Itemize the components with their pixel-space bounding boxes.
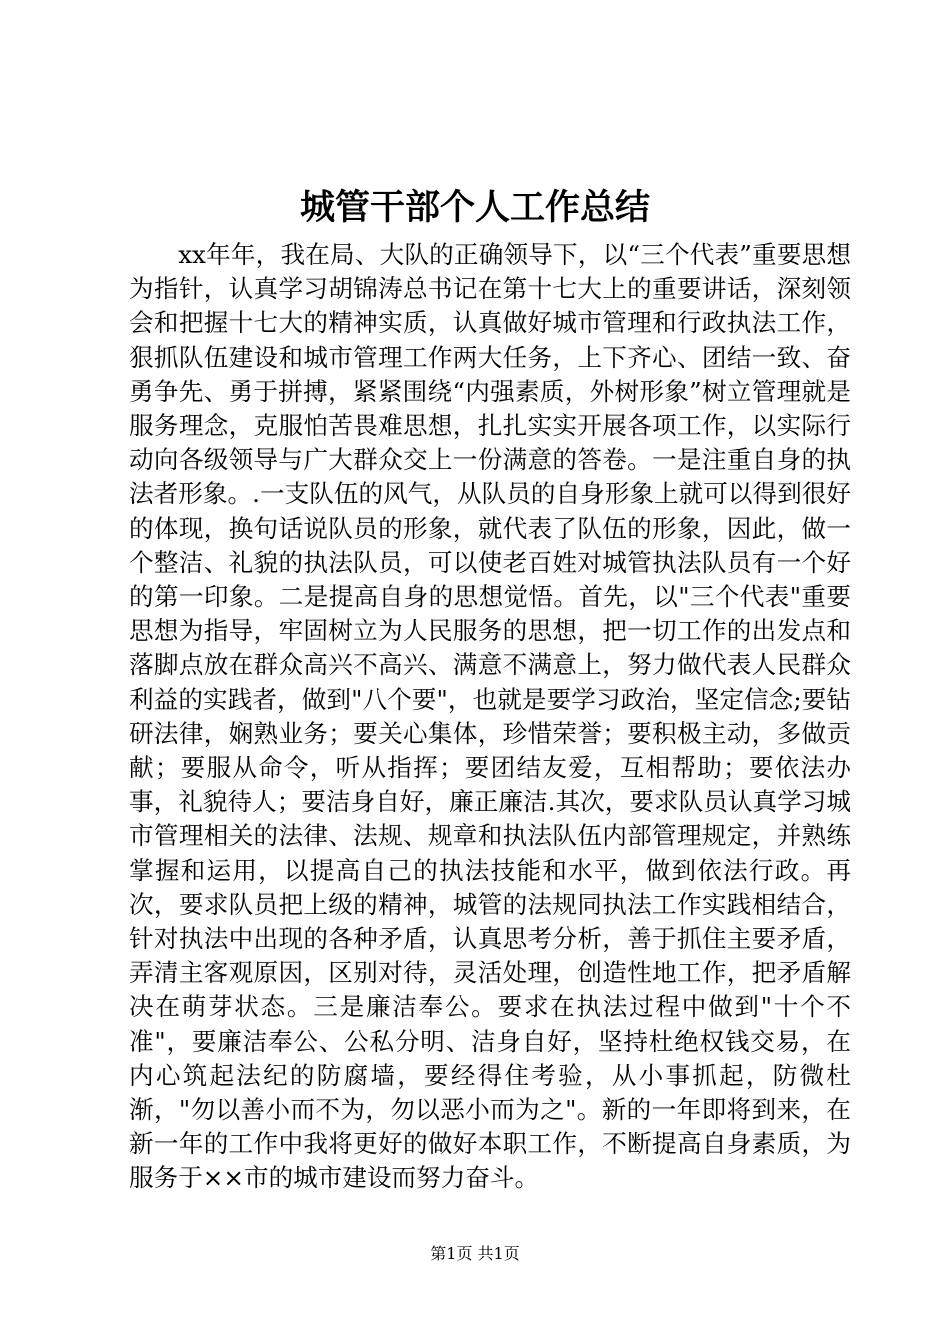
- document-title: 城管干部个人工作总结: [299, 187, 650, 228]
- page-total: 共1页: [477, 1244, 520, 1263]
- page-footer: [0, 1243, 950, 1265]
- document-body: xx年年，我在局、大队的正确领导下，以“三个代表”重要思想为指针，认真学习胡锦涛总书记在第十七大上的重要讲话，深刻领会和把握十七大的精神实质，认真做好城市管理和行政执法工作，狠抓队伍建设和城市管理工作两大任务，上下齐心、团结一致、奋勇争先、勇于拼搏，紧紧围绕“内强素质，外树形象”树立管理就是服务理念，克服怕苦畏难思想，扎扎实实开展各项工作，以实际行动向各级领导与广大群众交上一份满意的答卷。一是注重自身的执法者形象。.一支队伍的风气，从队员的自身形象上就可以得到很好的体现，换句话说队员的形象，就代表了队伍的形象，因此，做一个整洁、礼貌的执法队员，可以使老百姓对城管执法队员有一个好的第一印象。二是提高自身的思想觉悟。首先，以"三个代表"重要思想为指导，牢固树立为人民服务的思想，把一切工作的出发点和落脚点放在群众高兴不高兴、满意不满意上，努力做代表人民群众利益的实践者，做到"八个要"，也就是要学习政治，坚定信念;要钻研法律，娴熟业务；要关心集体，珍惜荣誉；要积极主动，多做贡献；要服从命令，听从指挥；要团结友爱，互相帮助；要依法办事，礼貌待人；要洁身自好，廉正廉洁.其次，要求队员认真学习城市管理相关的法律、法规、规章和执法队伍内部管理规定，并熟练掌握和运用，以提高自己的执法技能和水平，做到依法行政。再次，要求队员把上级的精神，城管的法规同执法工作实践相结合，针对执法中出现的各种矛盾，认真思考分析，善于抓住主要矛盾，弄清主客观原因，区别对待，灵活处理，创造性地工作，把矛盾解决在萌芽状态。三是廉洁奉公。要求在执法过程中做到"十个不准"，要廉洁奉公、公私分明、洁身自好，坚持杜绝权钱交易，在内心筑起法纪的防腐墙，要经得住考验，从小事抓起，防微杜渐，"勿以善小而不为，勿以恶小而为之"。新的一年即将到来，在新一年的工作中我将更好的做好本职工作，不断提高自身素质，为服务于××市的城市建设而努力奋斗。: [129, 240, 851, 1193]
- page-number: 第1页: [430, 1244, 473, 1263]
